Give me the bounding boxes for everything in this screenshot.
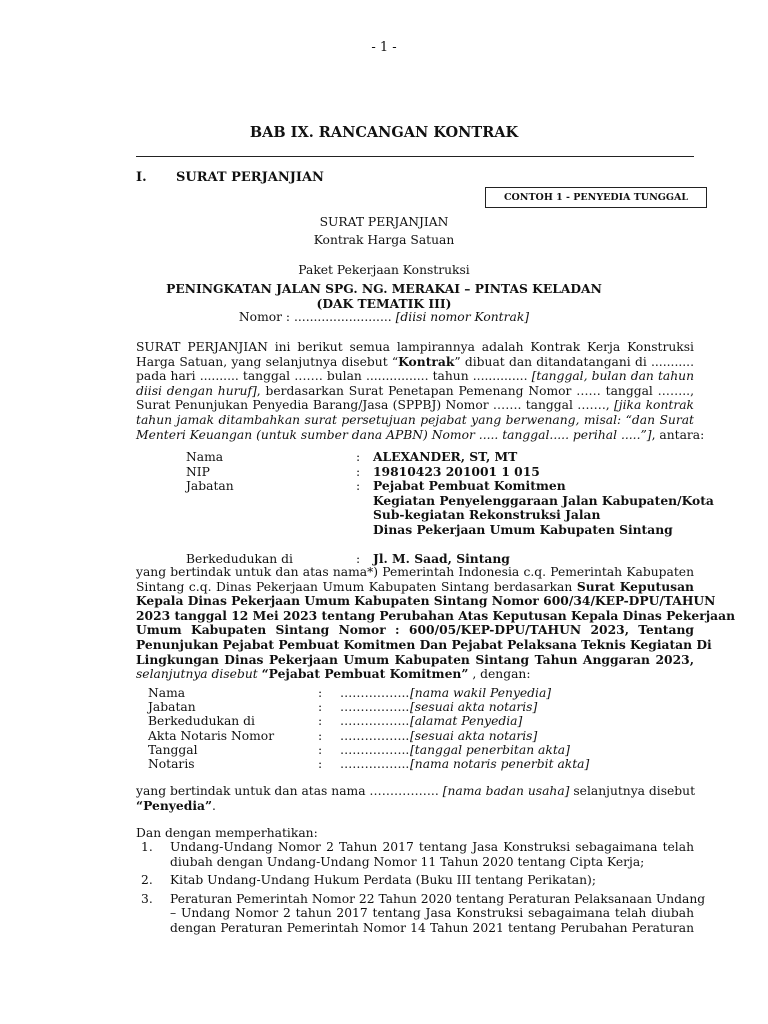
intro-text: , berdasarkan Surat Penetapan Pemenang Nomor …… tanggal …….., bbox=[256, 383, 694, 398]
second-party-label: Akta Notaris Nomor bbox=[148, 728, 275, 743]
intro-line bbox=[136, 413, 694, 428]
second-party-hint: [tanggal penerbitan akta] bbox=[410, 742, 570, 757]
example-label-box: CONTOH 1 - PENYEDIA TUNGGAL bbox=[485, 187, 707, 208]
second-party-colon: : bbox=[318, 728, 323, 743]
ppk-line bbox=[136, 636, 712, 653]
ppk-text: Surat Keputusan bbox=[576, 578, 694, 594]
intro-paragraph bbox=[136, 340, 705, 442]
first-party-label: NIP bbox=[186, 464, 210, 479]
first-party-value: Jl. M. Saad, Sintang bbox=[373, 550, 510, 566]
chapter-title: BAB IX. RANCANGAN KONTRAK bbox=[249, 124, 519, 141]
intro-text: Surat Penunjukan Penyedia Barang/Jasa (SPPBJ) Nomor ……. tanggal ……., bbox=[136, 398, 614, 413]
second-party-placeholder: …………….. bbox=[340, 742, 410, 757]
second-party-hint: [sesuai akta notaris] bbox=[410, 700, 538, 715]
ppk-line bbox=[136, 607, 736, 624]
ppk-text: Penunjukan Pejabat Pembuat Komitmen Dan Pejabat Pelaksana Teknis Kegiatan Di bbox=[136, 636, 712, 652]
first-party-value: Pejabat Pembuat Komitmen bbox=[373, 478, 566, 493]
title-divider bbox=[136, 156, 694, 157]
intro-text: tahun jamak ditambahkan surat persetujuan pejabat yang berwenang, misal: “dan Surat bbox=[136, 412, 694, 427]
second-party-label: Jabatan bbox=[148, 700, 196, 715]
project-name: PENINGKATAN JALAN SPG. NG. MERAKAI – PINTAS KELADAN bbox=[166, 281, 602, 296]
ppk-line bbox=[136, 667, 694, 682]
ppk-text: Umum Kabupaten Sintang Nomor : 600/05/KEP-DPU/TAHUN 2023, Tentang bbox=[136, 622, 694, 638]
first-party-value: ALEXANDER, ST, MT bbox=[373, 449, 518, 464]
intro-line bbox=[136, 384, 694, 399]
list-item-line: – Undang Nomor 2 tahun 2017 tentang Jasa Konstruksi sebagaimana telah diubah bbox=[170, 906, 694, 921]
ppk-line bbox=[136, 580, 694, 595]
second-party-placeholder: …………….. bbox=[340, 728, 410, 743]
contract-number-label: Nomor : ......................... bbox=[238, 310, 392, 324]
contract-number bbox=[0, 310, 768, 324]
penyedia-line bbox=[136, 784, 694, 799]
work-package-label: Paket Pekerjaan Konstruksi bbox=[298, 263, 470, 277]
ppk-text: yang bertindak untuk dan atas nama*) Pemerintah Indonesia c.q. Pemerintah Kabupaten bbox=[136, 565, 694, 579]
penyedia-text: . bbox=[212, 798, 216, 813]
list-item bbox=[136, 891, 706, 936]
intro-line bbox=[136, 398, 694, 413]
list-item-number: 1. bbox=[141, 840, 153, 854]
intro-text: Harga Satuan, yang selanjutnya disebut “ bbox=[136, 354, 399, 369]
first-party-value: Sub-kegiatan Rekonstruksi Jalan bbox=[373, 507, 601, 522]
second-party-label: Notaris bbox=[148, 756, 195, 771]
section-heading bbox=[136, 170, 324, 185]
first-party-value: 19810423 201001 1 015 bbox=[373, 463, 540, 479]
second-party-hint: [nama notaris penerbit akta] bbox=[410, 756, 590, 771]
first-party-label: Jabatan bbox=[186, 479, 234, 493]
legal-basis-list bbox=[136, 840, 706, 940]
second-party-placeholder: …………….. bbox=[340, 686, 410, 700]
penyedia-text: selanjutnya disebut bbox=[569, 784, 696, 798]
ppk-line bbox=[136, 565, 694, 580]
second-party-colon: : bbox=[318, 686, 323, 700]
ppk-text: 2023 tanggal 12 Mei 2023 tentang Perubahan Atas Keputusan Kepala Dinas Pekerjaan bbox=[136, 607, 736, 623]
second-party-colon: : bbox=[318, 742, 323, 757]
second-party-hint: [sesuai akta notaris] bbox=[410, 728, 538, 743]
section-number: I. bbox=[136, 170, 147, 185]
intro-text: , antara: bbox=[651, 427, 705, 442]
ppk-line bbox=[136, 623, 694, 638]
ppk-text: “Pejabat Pembuat Komitmen” bbox=[261, 666, 469, 682]
penyedia-text: “Penyedia” bbox=[136, 797, 213, 813]
second-party-placeholder: …………….. bbox=[340, 700, 410, 715]
ppk-text: , dengan: bbox=[468, 667, 531, 682]
first-party-colon: : bbox=[356, 479, 361, 493]
intro-line bbox=[136, 369, 694, 384]
intro-text: [tanggal, bulan dan tahun bbox=[531, 369, 695, 384]
penyedia-text: [nama badan usaha] bbox=[442, 784, 570, 798]
first-party-label: Nama bbox=[186, 450, 224, 464]
first-party-label: Berkedudukan di bbox=[186, 551, 293, 566]
intro-line bbox=[136, 427, 705, 443]
first-party-colon: : bbox=[356, 464, 361, 479]
section-title: SURAT PERJANJIAN bbox=[176, 170, 324, 185]
second-party-hint: [alamat Penyedia] bbox=[410, 714, 523, 729]
second-party-placeholder: …………….. bbox=[340, 756, 410, 771]
ppk-line bbox=[136, 653, 694, 668]
second-party-label: Tanggal bbox=[148, 742, 198, 757]
list-item bbox=[136, 840, 694, 869]
list-item-number: 3. bbox=[141, 891, 153, 906]
second-party-label: Nama bbox=[148, 686, 186, 700]
intro-text: [jika kontrak bbox=[613, 398, 694, 413]
contract-number-hint: [diisi nomor Kontrak] bbox=[395, 310, 530, 324]
ppk-text: Lingkungan Dinas Pekerjaan Umum Kabupaten Sintang Tahun Anggaran 2023, bbox=[136, 651, 694, 667]
intro-text: Kontrak bbox=[398, 353, 455, 369]
ppk-paragraph bbox=[136, 565, 736, 682]
considering-intro: Dan dengan memperhatikan: bbox=[136, 826, 318, 840]
intro-text: SURAT PERJANJIAN ini berikut semua lampirannya adalah Kontrak Kerja Konstruksi bbox=[136, 340, 694, 354]
intro-text: ” dibuat dan ditandatangani di ........... bbox=[454, 354, 694, 369]
list-item bbox=[136, 873, 694, 888]
first-party-value: Kegiatan Penyelenggaraan Jalan Kabupaten/Kota bbox=[373, 492, 714, 508]
contract-type: Kontrak Harga Satuan bbox=[313, 233, 455, 247]
ppk-text: Sintang c.q. Dinas Pekerjaan Umum Kabupaten Sintang berdasarkan bbox=[136, 579, 577, 594]
penyedia-line bbox=[136, 799, 694, 814]
penyedia-text: yang bertindak untuk dan atas nama …………….. bbox=[136, 784, 443, 798]
intro-line bbox=[136, 355, 694, 370]
list-item-line: Peraturan Pemerintah Nomor 22 Tahun 2020 tentang Peraturan Pelaksanaan Undang bbox=[170, 891, 706, 906]
ppk-text: selanjutnya disebut bbox=[136, 667, 262, 682]
second-party-colon: : bbox=[318, 714, 323, 729]
list-item-number: 2. bbox=[141, 873, 153, 888]
list-item-line: dengan Peraturan Pemerintah Nomor 14 Tahun 2021 tentang Perubahan Peraturan bbox=[170, 920, 694, 935]
agreement-title: SURAT PERJANJIAN bbox=[319, 215, 449, 229]
page-number: - 1 - bbox=[371, 40, 397, 55]
second-party-colon: : bbox=[318, 700, 323, 715]
intro-text: diisi dengan huruf] bbox=[136, 383, 257, 398]
penyedia-paragraph bbox=[136, 784, 694, 813]
intro-line bbox=[136, 340, 694, 355]
list-item-line: Kitab Undang-Undang Hukum Perdata (Buku III tentang Perikatan); bbox=[170, 873, 596, 888]
first-party-value: Dinas Pekerjaan Umum Kabupaten Sintang bbox=[373, 521, 673, 537]
intro-text: pada hari .......... tanggal ……. bulan ................ tahun .............. bbox=[136, 369, 532, 384]
ppk-line bbox=[136, 593, 716, 609]
second-party-colon: : bbox=[318, 756, 323, 771]
second-party-placeholder: …………….. bbox=[340, 714, 410, 729]
first-party-colon: : bbox=[356, 450, 361, 464]
first-party-colon: : bbox=[356, 551, 361, 566]
list-item-line: Undang-Undang Nomor 2 Tahun 2017 tentang Jasa Konstruksi sebagaimana telah bbox=[170, 840, 694, 854]
project-funding: (DAK TEMATIK III) bbox=[316, 296, 452, 311]
intro-text: Menteri Keuangan (untuk sumber dana APBN) Nomor ..... tanggal..... perihal .....”] bbox=[136, 427, 652, 442]
second-party-label: Berkedudukan di bbox=[148, 714, 255, 729]
second-party-hint: [nama wakil Penyedia] bbox=[410, 686, 552, 700]
ppk-text: Kepala Dinas Pekerjaan Umum Kabupaten Sintang Nomor 600/34/KEP-DPU/TAHUN bbox=[136, 593, 716, 609]
list-item-line: diubah dengan Undang-Undang Nomor 11 Tahun 2020 tentang Cipta Kerja; bbox=[170, 854, 645, 869]
